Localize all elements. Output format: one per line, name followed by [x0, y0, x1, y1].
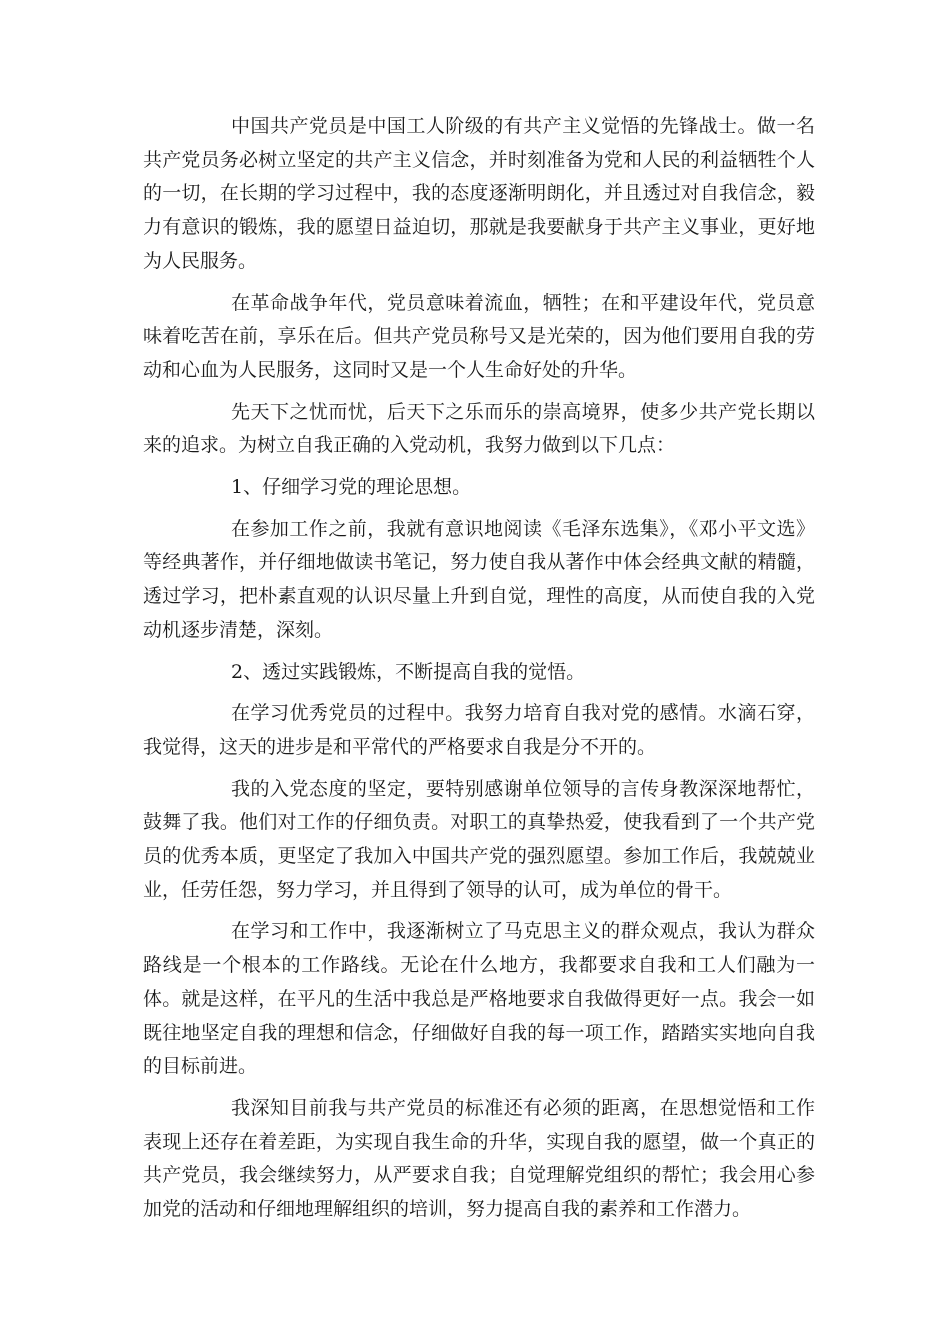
paragraph-6-heading: 2、透过实践锻炼，不断提高自我的觉悟。	[231, 660, 586, 683]
paragraph-7: 在学习优秀党员的过程中。我努力培育自我对党的感情。水滴石穿，我觉得，这天的进步是和平常代的严格要求自我是分不开的。	[143, 702, 815, 758]
paragraph-1: 中国共产党员是中国工人阶级的有共产主义觉悟的先锋战士。做一名共产党员务必树立坚定的共产主义信念，并时刻准备为党和人民的利益牺牲个人的一切，在长期的学习过程中，我的态度逐渐明朗化，并且透过对自我信念，毅力有意识的锻炼，我的愿望日益迫切，那就是我要献身于共产主义事业，更好地为人民服务。	[143, 115, 815, 272]
paragraph-9: 在学习和工作中，我逐渐树立了马克思主义的群众观点，我认为群众路线是一个根本的工作路线。无论在什么地方，我都要求自我和工人们融为一体。就是这样，在平凡的生活中我总是严格地要求自我做得更好一点。我会一如既往地坚定自我的理想和信念，仔细做好自我的每一项工作，踏踏实实地向自我的目标前进。	[143, 920, 815, 1078]
paragraph-8: 我的入党态度的坚定，要特别感谢单位领导的言传身教深深地帮忙，鼓舞了我。他们对工作的仔细负责。对职工的真挚热爱，使我看到了一个共产党员的优秀本质，更坚定了我加入中国共产党的强烈愿望。参加工作后，我兢兢业业，任劳任怨，努力学习，并且得到了领导的认可，成为单位的骨干。	[143, 777, 815, 901]
paragraph-5: 在参加工作之前，我就有意识地阅读《毛泽东选集》，《邓小平文选》等经典著作，并仔细地做读书笔记，努力使自我从著作中体会经典文献的精髓，透过学习，把朴素直观的认识尽量上升到自觉，理性的高度，从而使自我的入党动机逐步清楚，深刻。	[143, 517, 815, 641]
paragraph-4-heading: 1、仔细学习党的理论思想。	[231, 476, 472, 499]
paragraph-2: 在革命战争年代，党员意味着流血，牺牲；在和平建设年代，党员意味着吃苦在前，享乐在后。但共产党员称号又是光荣的，因为他们要用自我的劳动和心血为人民服务，这同时又是一个人生命好处的升华。	[143, 291, 815, 381]
document-body	[143, 110, 815, 1235]
paragraph-10: 我深知目前我与共产党员的标准还有必须的距离，在思想觉悟和工作表现上还存在着差距，为实现自我生命的升华，实现自我的愿望，做一个真正的共产党员，我会继续努力，从严要求自我；自觉理解党组织的帮忙；我会用心参加党的活动和仔细地理解组织的培训，努力提高自我的素养和工作潜力。	[143, 1096, 815, 1221]
paragraph-3: 先天下之忧而忧，后天下之乐而乐的崇高境界，使多少共产党长期以来的追求。为树立自我正确的入党动机，我努力做到以下几点：	[143, 400, 815, 457]
